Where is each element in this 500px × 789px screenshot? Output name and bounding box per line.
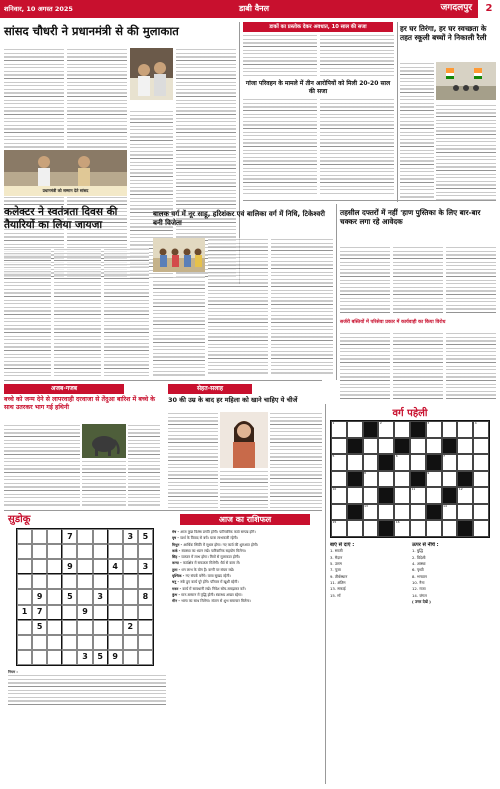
sudoku-cell[interactable] (17, 529, 32, 544)
rashifal-banner: आज का राशिफल (180, 514, 310, 525)
rakhi-col-1 (153, 276, 205, 376)
crossword-cell[interactable] (394, 421, 410, 438)
clue-number: 4 (474, 421, 477, 425)
rakhi-col-3 (271, 238, 333, 376)
crossword-cell[interactable] (457, 421, 473, 438)
clue-number: 16 (395, 520, 400, 525)
sudoku-cell[interactable] (62, 635, 77, 650)
crossword-block (457, 471, 473, 488)
sudoku-cell[interactable] (123, 559, 138, 574)
crossword-block (410, 421, 426, 438)
column-rule (325, 404, 326, 784)
crossword-cell[interactable] (394, 504, 410, 521)
clue-down: 10. नैना (412, 579, 425, 585)
sudoku-cell[interactable] (17, 620, 32, 635)
crossword-block (426, 504, 442, 521)
photo-woman (220, 412, 268, 468)
crossword-cell[interactable] (426, 421, 442, 438)
rashi-text: मान-सम्मान में वृद्धि होगी। स्वास्थ्य अच्छा रहेगा। (181, 592, 243, 597)
ajab-col-1 (4, 424, 80, 508)
crossword-cell[interactable] (331, 520, 347, 537)
sudoku-cell[interactable] (93, 574, 108, 589)
tehsil-col-3 (446, 246, 496, 316)
rashi-item (172, 543, 324, 547)
crossword-cell[interactable] (378, 471, 394, 488)
photo-rally (436, 62, 496, 100)
clue-across: 13. सफाई (330, 586, 346, 592)
rashi-text: स्वास्थ्य का ध्यान रखें। पारिवारिक सहयोग मिलेगा। (181, 548, 246, 553)
crossword-cell[interactable] (347, 454, 363, 471)
rashi-item (172, 555, 324, 559)
tiranga-headline: हर घर तिरंगा, हर घर स्वच्छता के तहत स्कूली बच्चों ने निकाली रैली (400, 24, 487, 42)
sudoku-rules-label: नियम : (8, 670, 18, 674)
mp-meet-caption: प्रधानमंत्री को सम्मान देते सांसद (4, 186, 127, 196)
clue-number: 15 (332, 520, 337, 525)
crossword-cell[interactable] (410, 487, 426, 504)
sudoku-cell[interactable] (108, 529, 123, 544)
tehsil-col-5 (393, 332, 443, 402)
sudoku-cell[interactable] (17, 544, 32, 559)
crossword-cell[interactable] (426, 487, 442, 504)
crossword-cell[interactable] (378, 504, 394, 521)
clue-across: 11. अंतिम (330, 579, 346, 585)
across-heading: बाएं से दाएं : (330, 542, 355, 548)
sehat-headline: 30 की उम्र के बाद हर महिला को खाने चाहिए ये चीजें (168, 396, 298, 404)
clue-number: 12 (458, 487, 463, 492)
crossword-cell[interactable] (442, 421, 458, 438)
sudoku-cell[interactable] (17, 574, 32, 589)
crossword-cell[interactable] (457, 438, 473, 455)
edition-city: जगदलपुर (440, 3, 472, 14)
crossword-cell[interactable] (473, 504, 489, 521)
crossword-grid[interactable] (330, 420, 490, 538)
sudoku-cell[interactable] (77, 544, 92, 559)
sudoku-cell[interactable] (62, 620, 77, 635)
crossword-cell[interactable] (473, 471, 489, 488)
sudoku-cell[interactable] (77, 635, 92, 650)
clue-number: 8 (364, 470, 367, 475)
tehsil-headline: तहसील दफ्तरों में नहीं 'हाण पुस्तिका के लिए बार-बार चक्कर लगा रहे आवेदक (340, 208, 481, 226)
ajab-col-2 (82, 460, 126, 508)
crossword-cell[interactable] (331, 504, 347, 521)
clue-across: 3. मैदान (330, 554, 343, 560)
tehsil-col-2 (393, 246, 443, 316)
sudoku-cell[interactable] (32, 650, 47, 665)
tehsil-col-1 (340, 246, 390, 316)
crossword-cell[interactable] (442, 504, 458, 521)
rashi-item (172, 574, 324, 578)
crossword-block (442, 487, 458, 504)
sudoku-grid[interactable] (16, 528, 154, 666)
sudoku-cell[interactable] (108, 574, 123, 589)
tiranga-col-2 (436, 104, 496, 202)
crossword-cell[interactable] (410, 504, 426, 521)
sehat-col-2 (220, 470, 268, 508)
crossword-block (426, 454, 442, 471)
mp-meet-headline: सांसद चौधरी ने प्रधानमंत्री से की मुलाकात (4, 24, 179, 38)
across-list (330, 549, 408, 598)
crossword-cell[interactable] (442, 520, 458, 537)
sudoku-cell[interactable] (93, 605, 108, 620)
masthead (0, 0, 500, 18)
crossword-cell[interactable] (426, 520, 442, 537)
sudoku-cell[interactable] (77, 574, 92, 589)
sudoku-cell[interactable] (62, 650, 77, 665)
elephant-photo (82, 424, 126, 458)
clue-number: 13 (364, 503, 368, 508)
clue-number: 6 (395, 454, 398, 459)
sudoku-cell[interactable] (123, 635, 138, 650)
sudoku-cell[interactable] (123, 544, 138, 559)
rashi-item (172, 599, 324, 603)
crossword-block (347, 471, 363, 488)
photo-students (153, 238, 205, 272)
crossword-block (363, 421, 379, 438)
crossword-block (457, 520, 473, 537)
sudoku-cell[interactable] (47, 635, 62, 650)
crossword-cell[interactable] (473, 421, 489, 438)
rashi-item (172, 561, 324, 565)
crossword-cell[interactable] (473, 438, 489, 455)
crossword-cell[interactable] (363, 454, 379, 471)
sudoku-cell[interactable] (108, 620, 123, 635)
section-rule (243, 200, 496, 201)
rashi-name: कर्क - (172, 548, 182, 553)
sudoku-cell[interactable] (93, 559, 108, 574)
crossword-clues (330, 542, 490, 782)
crossword-block (347, 438, 363, 455)
ganja-col-1 (243, 98, 317, 196)
sudoku-cell[interactable]: 2 (123, 620, 138, 635)
crossword-cell[interactable] (378, 438, 394, 455)
sudoku-cell[interactable]: 9 (77, 605, 92, 620)
rashi-text: कार्यक्षेत्र में सफलता मिलेगी। धैर्य से काम लें। (182, 561, 241, 566)
crossword-cell[interactable] (394, 487, 410, 504)
tehsil-col-6 (446, 332, 496, 402)
sudoku-cell[interactable] (47, 589, 62, 604)
sudoku-cell[interactable] (32, 574, 47, 589)
clue-down: 14. जंगल (412, 592, 427, 598)
crossword-cell[interactable] (347, 520, 363, 537)
rashi-name: कन्या - (172, 561, 183, 566)
rashi-name: मिथुन - (172, 542, 184, 547)
rashifal-list (172, 530, 324, 785)
crossword-cell[interactable] (410, 454, 426, 471)
rashi-name: कुंभ - (172, 592, 182, 597)
collector-col-1 (4, 248, 51, 376)
insurance-col-2 (320, 34, 394, 78)
crossword-cell[interactable] (473, 520, 489, 537)
rashi-text: भाग्य का साथ मिलेगा। संतान से शुभ समाचार मिलेगा। (181, 599, 251, 604)
sudoku-cell[interactable] (93, 529, 108, 544)
section-rule (4, 510, 322, 511)
crossword-cell[interactable] (347, 421, 363, 438)
sudoku-cell[interactable]: 3 (138, 559, 153, 574)
clue-number: 9 (427, 470, 430, 475)
crossword-cell[interactable] (363, 471, 379, 488)
collector-headline: कलेक्टर ने स्वतंत्रता दिवस की तैयारियों का लिया जायजा (4, 206, 118, 232)
crossword-across (330, 542, 408, 782)
rashi-item (172, 593, 324, 597)
sudoku-cell[interactable]: 9 (108, 650, 123, 665)
clue-number: 1 (332, 421, 335, 425)
crossword-cell[interactable] (331, 454, 347, 471)
crossword-block (378, 520, 394, 537)
crossword-block (442, 438, 458, 455)
clue-down: 8. भगवान (412, 573, 427, 579)
crossword-cell[interactable] (331, 421, 347, 438)
rashi-name: तुला - (172, 567, 182, 572)
sudoku-cell[interactable] (47, 574, 62, 589)
rashi-name: मेष - (172, 530, 181, 534)
sudoku-cell[interactable] (138, 574, 153, 589)
sudoku-cell[interactable] (47, 529, 62, 544)
rashi-item (172, 580, 324, 584)
crossword-cell[interactable] (331, 487, 347, 504)
crossword-cell[interactable] (363, 438, 379, 455)
rashi-text: आज कुछ विशेष प्रगति होगी। पारिवारिक कार्य सम्पन्न होंगे। (180, 530, 256, 534)
sudoku-cell[interactable] (47, 620, 62, 635)
rashi-item (172, 549, 324, 553)
sudoku-cell[interactable] (47, 605, 62, 620)
clue-down: 4. आस्था (412, 560, 426, 566)
crossword-cell[interactable] (410, 438, 426, 455)
rashi-item (172, 568, 324, 572)
rashi-text: रुके हुए कार्य पूरे होंगे। परिवार में खुशी रहेगी। (180, 580, 239, 585)
clue-across: 9. तीर्थस्थान (330, 573, 348, 579)
sudoku-cell[interactable] (138, 605, 153, 620)
rashi-text: व्यापार में लाभ होगा। मित्रों से मुलाकात होगी। (181, 555, 240, 560)
rakhi-photo (153, 238, 205, 272)
crossword-cell[interactable] (457, 504, 473, 521)
collector-col-2 (54, 248, 101, 376)
sudoku-cell[interactable]: 8 (138, 589, 153, 604)
rashi-name: वृष - (172, 536, 181, 541)
sudoku-cell[interactable]: 5 (138, 529, 153, 544)
sudoku-cell[interactable]: 5 (62, 589, 77, 604)
sudoku-cell[interactable] (32, 559, 47, 574)
sudoku-cell[interactable] (32, 544, 47, 559)
sudoku-cell[interactable] (17, 589, 32, 604)
rakhi-headline: बालक वर्ग में नूर साहू, हरिशंकर एवं बालिका वर्ग में निधि, टिकेश्वरी बनी विजेता (153, 210, 325, 227)
rashi-item (172, 587, 324, 591)
sudoku-cell[interactable] (62, 544, 77, 559)
clue-down: 12. राजा (412, 586, 426, 592)
crossword-cell[interactable] (410, 520, 426, 537)
insurance-banner: डाकों का प्रस्तोक देकर अवधात, 10 साल की सजा (243, 22, 393, 32)
crossword-cell[interactable] (347, 487, 363, 504)
rashi-item (172, 536, 324, 540)
crossword-block (394, 438, 410, 455)
sudoku-cell[interactable]: 7 (62, 529, 77, 544)
sudoku-cell[interactable] (108, 589, 123, 604)
crossword-cell[interactable] (473, 454, 489, 471)
sudoku-rules (8, 670, 166, 710)
rashi-text: नए संपर्क बनेंगे। यात्रा सुखद रहेगी। (185, 573, 231, 578)
clue-number: 11 (411, 487, 416, 492)
mp-meet-wide-photo (4, 150, 127, 186)
sudoku-cell[interactable] (123, 589, 138, 604)
sudoku-cell[interactable]: 4 (108, 559, 123, 574)
clue-across: 15. माँ (330, 592, 341, 598)
clue-number: 2 (379, 421, 382, 425)
sudoku-cell[interactable] (17, 635, 32, 650)
sudoku-cell[interactable]: 5 (93, 650, 108, 665)
sudoku-cell[interactable]: 5 (32, 620, 47, 635)
clue-number: 3 (427, 421, 430, 425)
sudoku-cell[interactable]: 3 (77, 650, 92, 665)
rashi-name: धनु - (172, 580, 181, 585)
sudoku-cell[interactable]: 7 (32, 605, 47, 620)
clue-across: 7. पूजा (330, 567, 341, 573)
sudoku-cell[interactable] (77, 529, 92, 544)
sudoku-cell[interactable]: 3 (93, 589, 108, 604)
sudoku-cell[interactable] (138, 635, 153, 650)
rashi-name: मकर - (172, 586, 183, 591)
ajab-col-3 (128, 424, 160, 508)
sudoku-cell[interactable] (138, 544, 153, 559)
sudoku-cell[interactable]: 1 (17, 605, 32, 620)
sudoku-cell[interactable] (47, 559, 62, 574)
mp-meet-photo (130, 48, 173, 100)
sudoku-cell[interactable] (108, 635, 123, 650)
clue-down: 6. पृथ्वी (412, 567, 424, 573)
column-rule (397, 22, 398, 202)
crossword-cell[interactable] (473, 487, 489, 504)
photo-group (4, 150, 127, 186)
ajab-banner: अजब-गजब (4, 384, 124, 394)
sudoku-cell[interactable] (123, 650, 138, 665)
sudoku-cell[interactable] (93, 620, 108, 635)
sudoku-cell[interactable] (108, 544, 123, 559)
crossword-block (378, 487, 394, 504)
crossword-block (410, 471, 426, 488)
ajab-headline: बच्चे को जन्म देने से लापरवाही दरवाजा से तेंदुआ बारिश में बच्चे के साथ उतरकर भाग गई हथिनी (4, 396, 156, 411)
crossword-cell[interactable] (394, 454, 410, 471)
crossword-down (412, 542, 490, 782)
sehat-banner: सेहत-सलाह (168, 384, 252, 394)
collector-col-3 (104, 248, 149, 376)
crossword-cell[interactable] (394, 520, 410, 537)
sudoku-cell[interactable] (47, 650, 62, 665)
clue-down: 1. बुद्धि (412, 548, 424, 554)
tiranga-col-1 (400, 62, 434, 202)
sudoku-cell[interactable] (47, 544, 62, 559)
crossword-cell[interactable] (457, 487, 473, 504)
rashi-name: सिंह - (172, 555, 182, 560)
down-heading: ऊपर से नीचे : (412, 542, 439, 548)
rakhi-col-2 (208, 238, 268, 376)
photo-portrait (130, 48, 173, 100)
sudoku-cell[interactable] (62, 605, 77, 620)
crossword-cell[interactable] (331, 438, 347, 455)
sudoku-cell[interactable]: 3 (123, 529, 138, 544)
sudoku-cell[interactable] (77, 589, 92, 604)
rashi-text: धन लाभ के योग हैं। वाणी पर संयम रखें। (181, 567, 235, 572)
sudoku-cell[interactable] (77, 620, 92, 635)
sudoku-cell[interactable]: 9 (32, 589, 47, 604)
crossword-cell[interactable] (426, 438, 442, 455)
crossword-block (347, 504, 363, 521)
sudoku-cell[interactable] (123, 605, 138, 620)
tehsil-col-4 (340, 332, 390, 402)
sudoku-cell[interactable] (32, 529, 47, 544)
sehat-photo (220, 412, 268, 468)
rashi-text: आर्थिक स्थिति में सुधार होगा। नए कार्य की शुरुआत होगी। (183, 542, 259, 547)
paper-name: डाबी वैनल (238, 4, 270, 13)
rashi-item (172, 530, 324, 534)
crossword-note: ( उत्तर देखें ) (412, 598, 431, 604)
sudoku-cell[interactable] (138, 620, 153, 635)
crossword-cell[interactable] (363, 487, 379, 504)
sudoku-cell[interactable] (123, 574, 138, 589)
ganja-headline: गांजा परिवहन के मामले में तीन आरोपियों को मिली 20-20 साल की सजा (245, 80, 391, 95)
crossword-block (378, 454, 394, 471)
clue-across: 1. सब्जी (330, 548, 343, 554)
sudoku-cell[interactable] (62, 574, 77, 589)
clue-across: 5. उत्तम (330, 560, 342, 566)
page-number: 2 (478, 0, 500, 18)
ganja-col-2 (320, 98, 394, 196)
crossword-title: वर्ग पहेली (392, 408, 428, 419)
crossword-cell[interactable] (426, 471, 442, 488)
section-rule (4, 380, 322, 381)
clue-number: 7 (443, 454, 446, 459)
crossword-cell[interactable] (363, 504, 379, 521)
clue-number: 10 (332, 487, 337, 492)
sudoku-title: सुडोकू (8, 514, 31, 525)
rashi-name: वृश्चिक - (172, 573, 186, 578)
tiranga-photo (436, 62, 496, 100)
issue-date: शनिवार, 10 अगस्त 2025 (4, 4, 73, 13)
photo-elephant (82, 424, 126, 458)
down-list (412, 549, 490, 598)
tehsil-subheadline: सर्जरी बस्तियों में परिसेवा प्रकार में कार्यवाही का किया विरोध (340, 320, 446, 325)
sudoku-cell[interactable] (17, 559, 32, 574)
crossword-cell[interactable] (394, 471, 410, 488)
sudoku-cell[interactable] (32, 635, 47, 650)
sudoku-cell[interactable] (93, 635, 108, 650)
sudoku-cell[interactable] (17, 650, 32, 665)
sehat-col-3 (270, 412, 322, 508)
sudoku-cell[interactable]: 9 (62, 559, 77, 574)
clue-number: 14 (443, 503, 447, 508)
rashi-text: कार्य में सावधानी रखें। निवेश सोच-समझकर करें। (182, 586, 246, 591)
rashi-name: मीन - (172, 599, 182, 604)
crossword-cell[interactable] (442, 454, 458, 471)
sudoku-cell[interactable] (93, 544, 108, 559)
crossword-cell[interactable] (378, 421, 394, 438)
sehat-col-1 (168, 412, 218, 508)
crossword-cell[interactable] (457, 454, 473, 471)
rashi-text: व्यर्थ के विवाद से बचें। यात्रा लाभकारी रहेगी। (180, 536, 238, 541)
crossword-cell[interactable] (331, 471, 347, 488)
column-rule (336, 204, 337, 380)
crossword-cell[interactable] (442, 471, 458, 488)
sudoku-cell[interactable] (108, 605, 123, 620)
sudoku-cell[interactable] (77, 559, 92, 574)
sudoku-cell[interactable] (138, 650, 153, 665)
crossword-cell[interactable] (363, 520, 379, 537)
insurance-col-1 (243, 34, 317, 78)
clue-number: 5 (332, 454, 335, 459)
clue-down: 2. विदेशी (412, 554, 426, 560)
